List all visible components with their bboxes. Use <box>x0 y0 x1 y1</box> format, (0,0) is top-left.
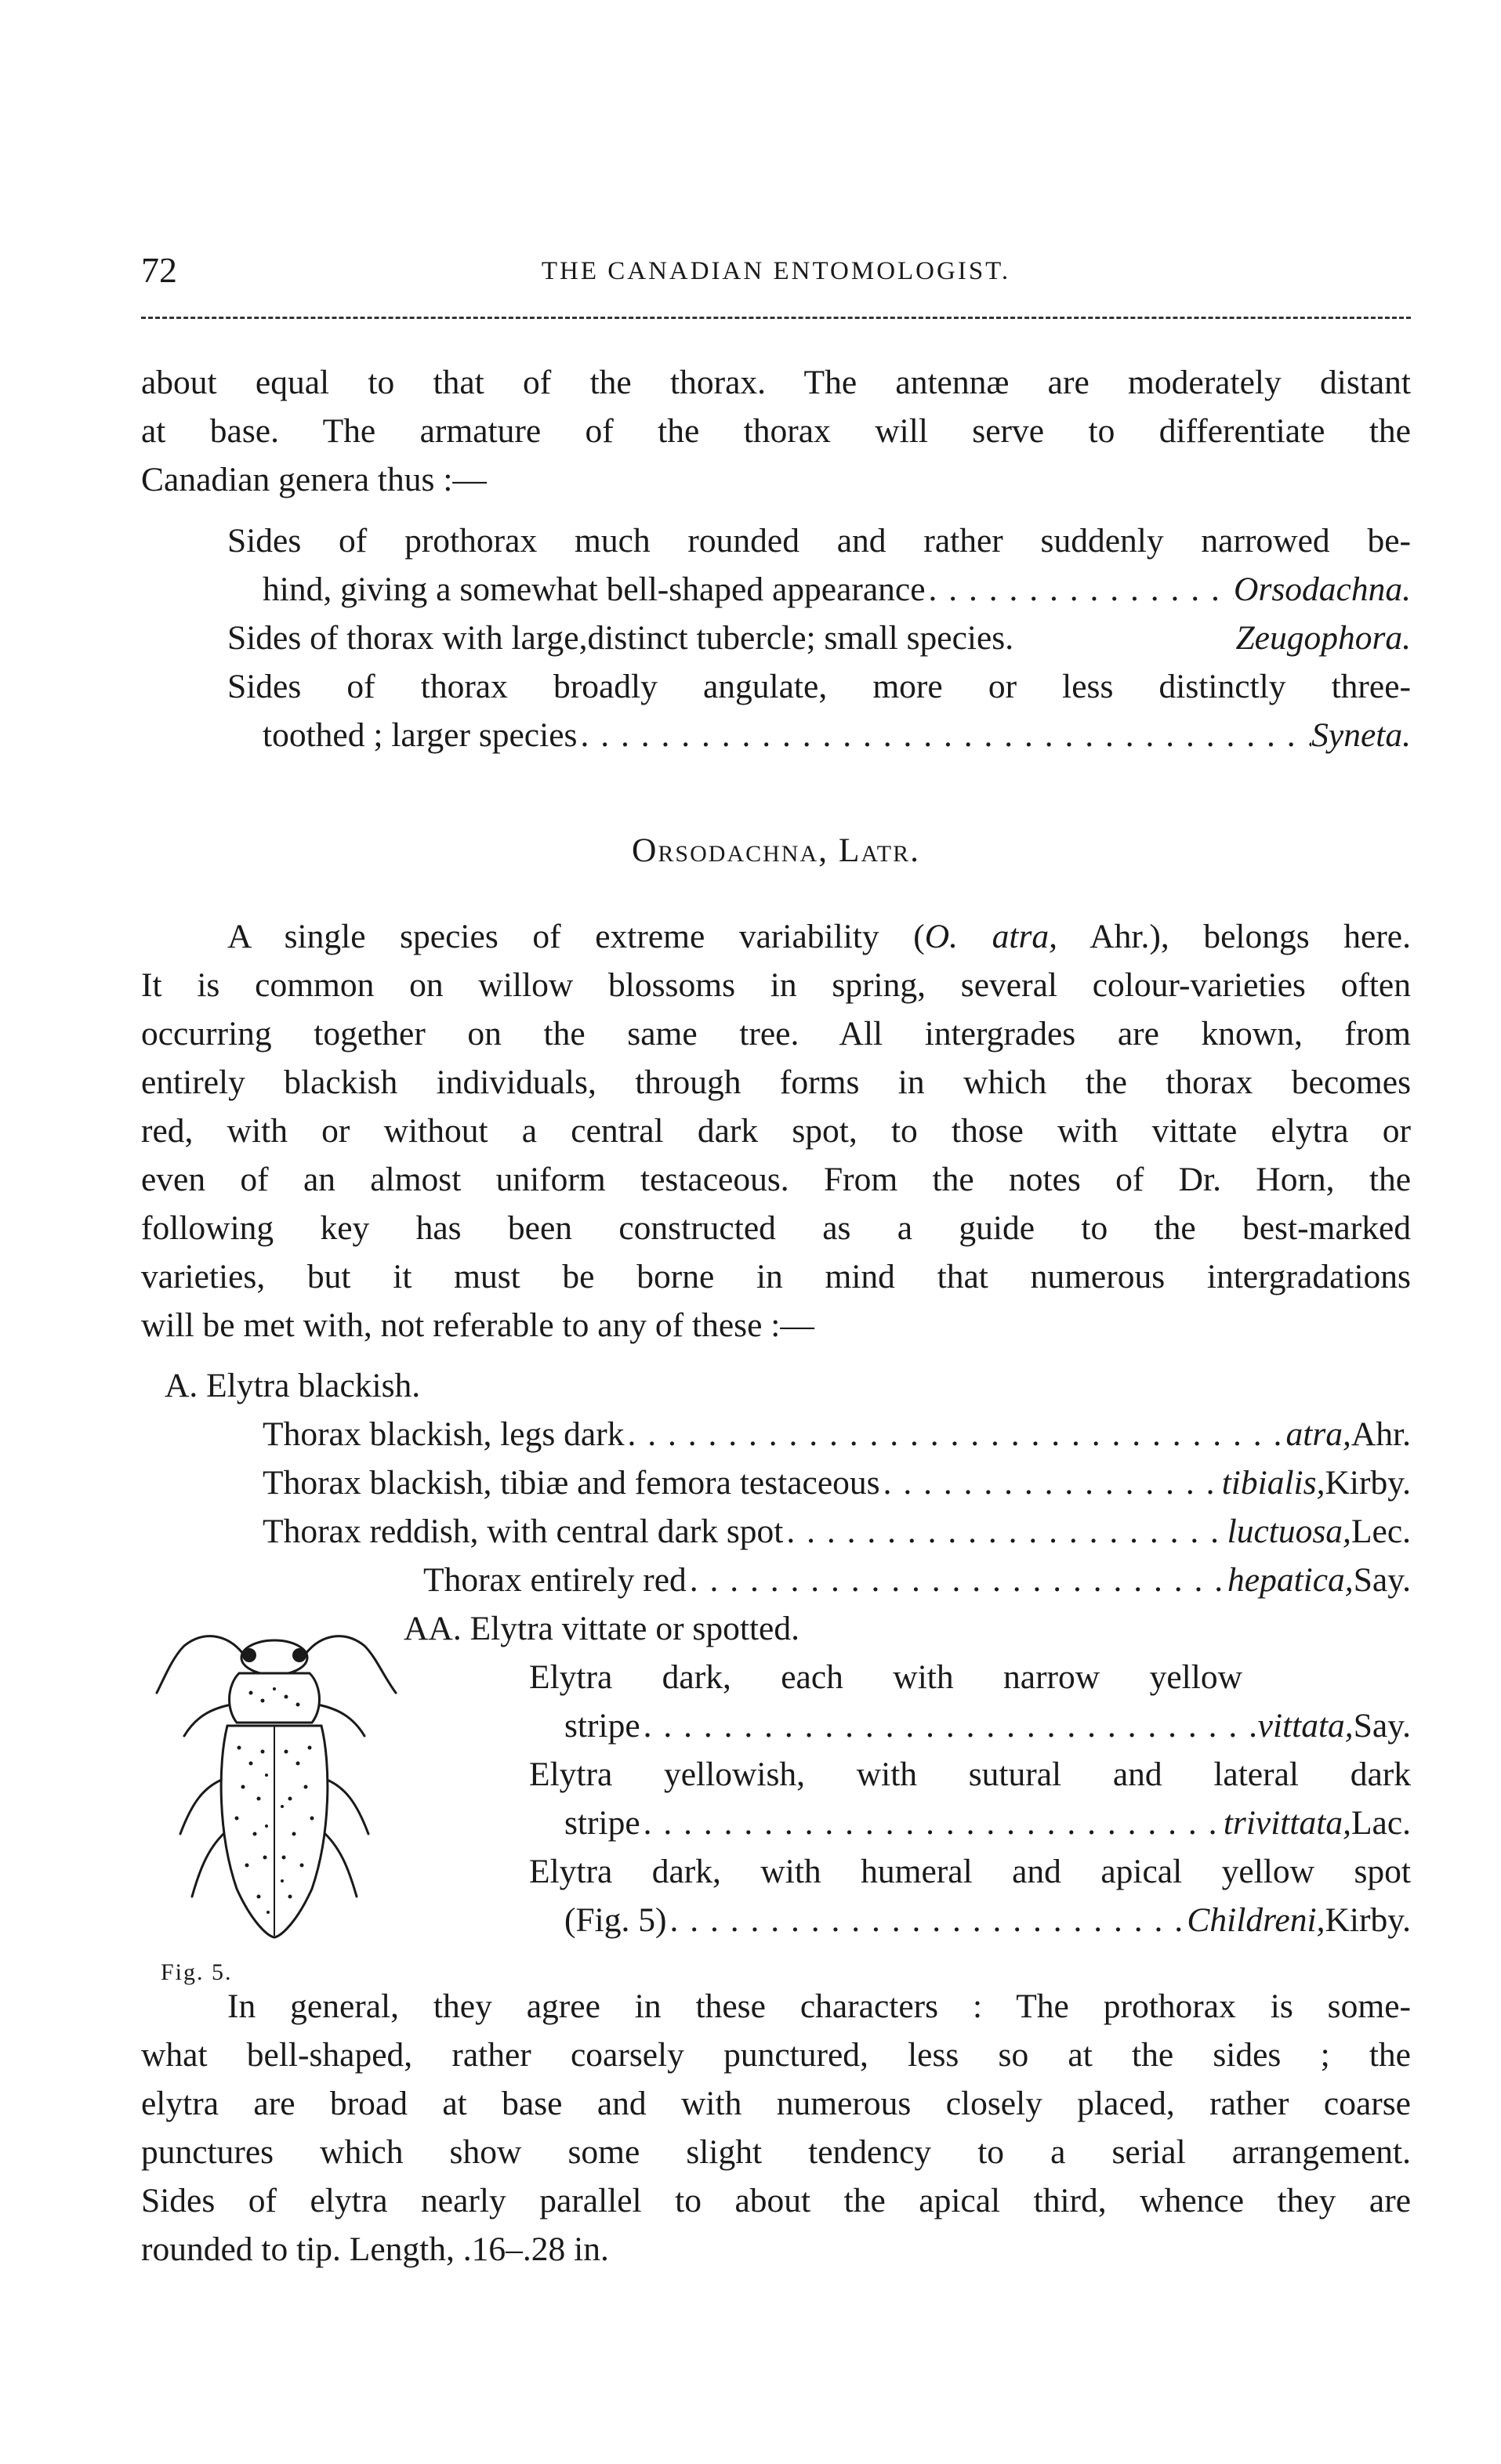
variety-entry <box>263 1508 1411 1555</box>
key-description: Thorax blackish, legs dark <box>263 1415 625 1453</box>
variety-author: Kirby. <box>1325 1464 1411 1502</box>
leader-dots <box>783 1508 1227 1555</box>
leader-dots <box>687 1556 1227 1603</box>
species-name: O. atra, <box>924 918 1058 955</box>
page-number: 72 <box>141 250 177 290</box>
figure-caption: Fig. 5. <box>161 1959 233 1985</box>
leader-dots <box>577 712 1311 759</box>
variety-line: Elytra dark, each with narrow yellow <box>529 1658 1242 1696</box>
key-description: Thorax entirely red <box>423 1561 687 1599</box>
body-text: Ahr.), belongs here. <box>1057 918 1411 955</box>
variety-entry <box>564 1897 1411 1944</box>
variety-name: vittata, <box>1257 1707 1354 1745</box>
variety-author: Lec. <box>1351 1513 1411 1550</box>
genus-name: Zeugophora. <box>1235 619 1411 657</box>
leader-dots <box>667 1897 1187 1944</box>
section-heading: Orsodachna, Latr. <box>632 832 920 869</box>
body-first-line <box>227 913 1411 960</box>
body-line: It is common on willow blossoms in spring, several colour-varieties often <box>141 966 1411 1004</box>
leader-dots <box>880 1459 1222 1506</box>
variety-line: Elytra yellowish, with sutural and lateral dark <box>529 1756 1411 1793</box>
variety-entry <box>263 1459 1411 1506</box>
body-line: occurring together on the same tree. All intergrades are known, from <box>141 1015 1411 1053</box>
variety-author: Say. <box>1353 1707 1411 1745</box>
variety-entry <box>564 1799 1411 1846</box>
closing-line: elytra are broad at base and with numerous closely placed, rather coarse <box>141 2085 1411 2122</box>
body-line: will be met with, not referable to any of these :— <box>141 1306 814 1344</box>
variety-author: Kirby. <box>1325 1901 1411 1939</box>
genus-name: Syneta. <box>1311 716 1411 754</box>
key-heading-a: A. Elytra blackish. <box>165 1367 421 1404</box>
genera-key-line: Sides of thorax broadly angulate, more or less distinctly three- <box>227 668 1411 705</box>
variety-name: Childreni, <box>1187 1901 1325 1939</box>
variety-name: trivittata, <box>1223 1804 1351 1842</box>
genera-key-entry <box>263 712 1411 759</box>
leader-dots <box>640 1702 1258 1749</box>
variety-name: hepatica, <box>1227 1561 1354 1599</box>
body-line: red, with or without a central dark spot, to those with vittate elytra or <box>141 1112 1411 1150</box>
variety-name: atra, <box>1285 1415 1351 1453</box>
leader-dots <box>640 1799 1224 1846</box>
leader-dots <box>926 566 1235 613</box>
closing-line: punctures which show some slight tendency to a serial arrangement. <box>141 2133 1411 2171</box>
variety-entry <box>564 1702 1411 1749</box>
closing-line: what bell-shaped, rather coarsely punctured, less so at the sides ; the <box>141 2036 1411 2074</box>
key-description: Thorax reddish, with central dark spot <box>263 1513 784 1550</box>
running-title: THE CANADIAN ENTOMOLOGIST. <box>541 257 1011 285</box>
closing-line: In general, they agree in these characters : The prothorax is some- <box>227 1988 1411 2025</box>
key-description: toothed ; larger species <box>263 716 578 754</box>
key-description: stripe <box>564 1707 640 1745</box>
key-heading-aa: AA. Elytra vittate or spotted. <box>404 1610 799 1647</box>
body-line: entirely blackish individuals, through forms in which the thorax becomes <box>141 1064 1411 1101</box>
variety-author: Say. <box>1353 1561 1411 1599</box>
key-description: hind, giving a somewhat bell-shaped appearance <box>263 571 926 608</box>
key-description: stripe <box>564 1804 640 1842</box>
body-line: following key has been constructed as a guide to the best-marked <box>141 1209 1411 1247</box>
genera-key-entry <box>263 566 1411 613</box>
header-rule <box>141 317 1411 319</box>
variety-entry <box>263 1411 1411 1458</box>
leader-dots <box>624 1411 1285 1458</box>
variety-entry <box>423 1556 1411 1603</box>
genus-name: Orsodachna. <box>1234 571 1411 608</box>
intro-line: at base. The armature of the thorax will serve to differentiate the <box>141 412 1411 450</box>
variety-name: luctuosa, <box>1227 1513 1351 1550</box>
beetle-figure <box>149 1599 408 1959</box>
closing-line: rounded to tip. Length, .16–.28 in. <box>141 2230 609 2268</box>
body-text: A single species of extreme variability ( <box>227 918 925 955</box>
body-line: varieties, but it must be borne in mind that numerous intergradations <box>141 1258 1411 1295</box>
variety-line: Elytra dark, with humeral and apical yellow spot <box>529 1853 1411 1890</box>
running-header <box>141 249 1411 296</box>
key-description: (Fig. 5) <box>564 1901 667 1939</box>
key-description: Thorax blackish, tibiæ and femora testaceous <box>263 1464 880 1502</box>
intro-line: about equal to that of the thorax. The antennæ are moderately distant <box>141 364 1411 401</box>
variety-name: tibialis, <box>1221 1464 1325 1502</box>
body-line: even of an almost uniform testaceous. From the notes of Dr. Horn, the <box>141 1161 1411 1198</box>
genera-key-line: Sides of prothorax much rounded and rather suddenly narrowed be- <box>227 522 1411 560</box>
variety-author: Ahr. <box>1351 1415 1411 1453</box>
intro-line: Canadian genera thus :— <box>141 461 487 498</box>
variety-author: Lac. <box>1351 1804 1411 1842</box>
closing-line: Sides of elytra nearly parallel to about the apical third, whence they are <box>141 2182 1411 2219</box>
key-description: Sides of thorax with large,distinct tubercle; small species. <box>227 619 1014 657</box>
genera-key-entry <box>227 614 1411 661</box>
